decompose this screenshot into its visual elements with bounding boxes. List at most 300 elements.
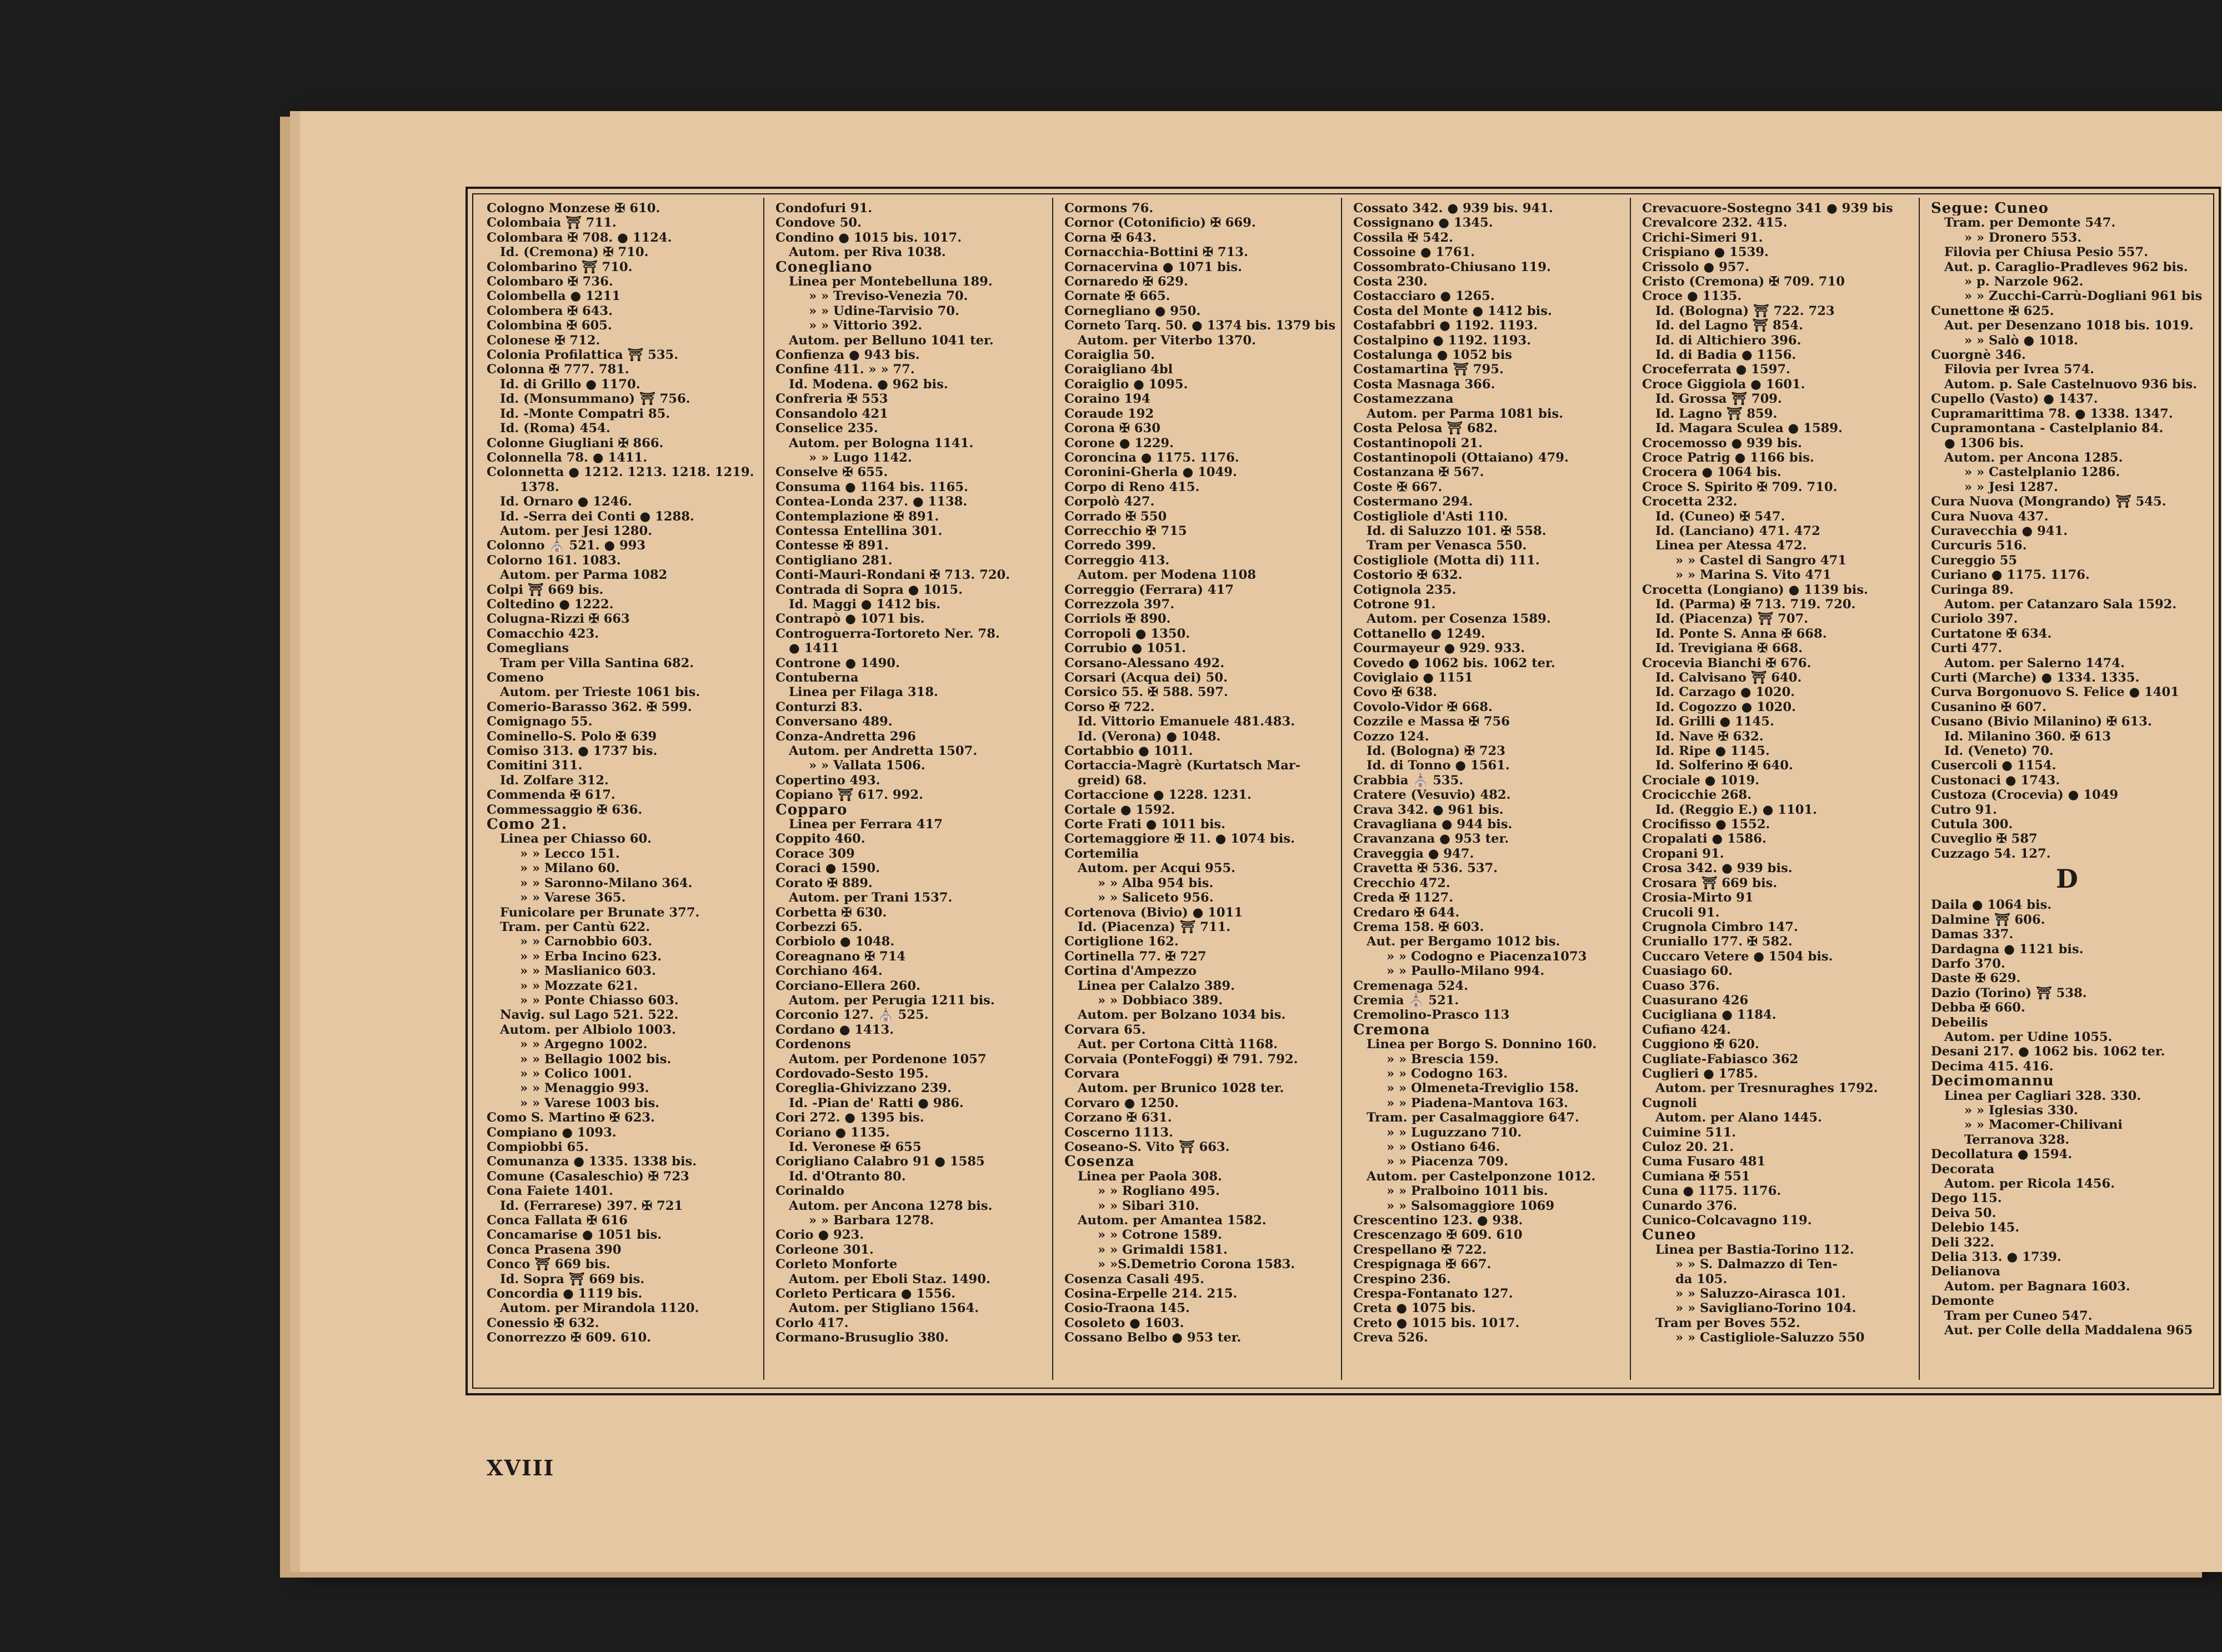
index-entry: Corbiolo ● 1048. (775, 934, 895, 949)
index-entry: Corace 309 (775, 846, 855, 861)
index-entry: Correggio (Ferrara) 417 (1064, 582, 1234, 597)
index-entry: » » Carnobbio 603. (520, 934, 653, 949)
index-entry: Autom. per Bagnara 1603. (1944, 1279, 2130, 1294)
index-entry: Corleto Monforte (775, 1257, 898, 1272)
index-heading: Conegliano (775, 259, 873, 275)
index-entry: Debba ✠ 660. (1931, 1000, 2025, 1015)
index-entry: Linea per Ferrara 417 (789, 817, 943, 832)
index-entry: Curti 477. (1931, 641, 2003, 656)
index-entry: Id. -Pian de' Ratti ● 986. (789, 1095, 964, 1110)
index-entry: Costigliole d'Asti 110. (1353, 509, 1508, 524)
index-entry: Culoz 20. 21. (1642, 1140, 1734, 1154)
index-entry: Tram. per Casalmaggiore 647. (1367, 1110, 1579, 1125)
index-entry: » » Alba 954 bis. (1098, 875, 1214, 890)
index-entry: Compiano ● 1093. (487, 1125, 617, 1140)
index-entry: Autom. per Salerno 1474. (1944, 655, 2125, 670)
index-entry: Linea per Bastia-Torino 112. (1655, 1242, 1854, 1257)
index-entry: Cormons 76. (1064, 201, 1154, 216)
index-entry: Colonne Giugliani ✠ 866. (487, 435, 664, 450)
index-entry: Custonaci ● 1743. (1931, 773, 2060, 788)
timetable-page (300, 111, 2222, 1572)
index-entry: Cossano Belbo ● 953 ter. (1064, 1330, 1242, 1345)
index-entry: » » Macomer-Chilivani (1964, 1118, 2123, 1133)
index-entry: Id. -Serra dei Conti ● 1288. (500, 509, 694, 524)
index-entry: Cristo (Cremona) ✠ 709. 710 (1642, 274, 1845, 289)
index-entry: Corconio 127. ⛪ 525. (775, 1008, 929, 1023)
index-entry: Curtatone ✠ 634. (1931, 626, 2052, 641)
index-entry: Id. Magara Sculea ● 1589. (1655, 421, 1843, 436)
index-entry: Cusercoli ● 1154. (1931, 758, 2056, 773)
index-entry: » » Ostiano 646. (1387, 1140, 1500, 1154)
index-entry: Corsano-Alessano 492. (1064, 655, 1225, 670)
index-entry: » » Vallata 1506. (809, 758, 925, 773)
index-entry: Commenda ✠ 617. (487, 788, 615, 803)
index-entry: Costa Pelosa ⛩ 682. (1353, 421, 1498, 436)
index-entry: Cori 272. ● 1395 bis. (775, 1110, 924, 1125)
index-entry: Colonnetta ● 1212. 1213. 1218. 1219. (487, 465, 754, 480)
index-entry: Colonna ✠ 777. 781. (487, 362, 629, 377)
index-entry: Deli 322. (1931, 1235, 1995, 1250)
index-entry: » » Castigliole-Saluzzo 550 (1675, 1330, 1865, 1345)
index-entry: Delia 313. ● 1739. (1931, 1250, 2061, 1265)
index-entry: Cuorgnè 346. (1931, 348, 2026, 363)
index-entry: Costantinopoli (Ottaiano) 479. (1353, 450, 1569, 465)
index-entry: Linea per Borgo S. Donnino 160. (1367, 1037, 1597, 1052)
index-entry: Cremenaga 524. (1353, 978, 1468, 993)
index-entry: Autom. per Ancona 1285. (1944, 450, 2123, 465)
index-entry: Cosoleto ● 1603. (1064, 1315, 1184, 1330)
index-entry: Cuciglianа ● 1184. (1642, 1008, 1776, 1023)
index-entry: » » Maslianico 603. (520, 964, 656, 979)
index-entry: » » Castelplanio 1286. (1964, 465, 2120, 480)
index-entry: Corvara 65. (1064, 1022, 1146, 1037)
index-entry: Cortemaggiore ✠ 11. ● 1074 bis. (1064, 832, 1295, 847)
index-entry: Corciano-Ellera 260. (775, 978, 921, 993)
index-entry: » » Colico 1001. (520, 1066, 632, 1081)
index-entry: Conversano 489. (775, 714, 893, 729)
index-entry: Comerio-Barasso 362. ✠ 599. (487, 699, 692, 714)
index-entry: Concordia ● 1119 bis. (487, 1286, 643, 1301)
index-entry: Crociale ● 1019. (1642, 773, 1760, 788)
index-entry: Corio ● 923. (775, 1228, 864, 1243)
index-entry: Confine 411. » » 77. (775, 362, 915, 377)
index-entry: Cortaccia-Magrè (Kurtatsch Mar- (1064, 758, 1301, 773)
index-entry: Coronini-Gherla ● 1049. (1064, 465, 1237, 480)
index-entry: Coraiglio ● 1095. (1064, 377, 1188, 392)
index-entry: Linea per Atessa 472. (1655, 538, 1807, 553)
index-entry: Cupramontana - Castelplanio 84. (1931, 421, 2164, 436)
index-entry: Cornor (Cotonificio) ✠ 669. (1064, 216, 1256, 231)
index-entry: Costanzana ✠ 567. (1353, 465, 1484, 480)
index-entry: Contigliano 281. (775, 553, 893, 568)
index-entry: Colombella ● 1211 (487, 289, 620, 304)
index-entry: Corpo di Reno 415. (1064, 479, 1200, 494)
index-entry: » » Codogno e Piacenza1073 (1387, 949, 1587, 964)
index-entry: Id. (Piacenza) ⛩ 711. (1078, 919, 1231, 934)
index-entry: Crespino 236. (1353, 1271, 1451, 1286)
index-entry: Cravagliana ● 944 bis. (1353, 817, 1513, 832)
index-entry: Autom. per Belluno 1041 ter. (789, 333, 994, 348)
index-entry: Autom. per Eboli Staz. 1490. (789, 1271, 990, 1286)
index-entry: Cutula 300. (1931, 817, 2013, 832)
index-entry: Corone ● 1229. (1064, 435, 1174, 450)
index-entry: Cugliate-Fabiasco 362 (1642, 1052, 1799, 1067)
index-entry: » » Udine-Tarvisio 70. (809, 303, 959, 318)
index-entry: » » Savigliano-Torino 104. (1675, 1301, 1856, 1316)
index-entry: Delianova (1931, 1264, 2001, 1279)
index-entry: Costamartina ⛩ 795. (1353, 362, 1504, 377)
index-entry: Corona ✠ 630 (1064, 421, 1160, 436)
index-entry: Autom. per Trieste 1061 bis. (500, 685, 700, 700)
index-entry: Como S. Martino ✠ 623. (487, 1110, 655, 1125)
index-entry: Linea per Calalzo 389. (1078, 978, 1235, 993)
index-entry: » » Saliceto 956. (1098, 890, 1214, 905)
index-entry: Autom. per Ricola 1456. (1944, 1177, 2115, 1191)
index-entry: Crema 158. ✠ 603. (1353, 919, 1484, 934)
index-entry: Conturzi 83. (775, 699, 863, 714)
index-entry: Id. Solferino ✠ 640. (1655, 758, 1793, 773)
index-entry: Id. Cogozzo ● 1020. (1655, 699, 1796, 714)
index-entry: Colombaro ✠ 736. (487, 274, 613, 289)
index-entry: Id. Ponte S. Anna ✠ 668. (1655, 626, 1827, 641)
index-entry: Crocifisso ● 1552. (1642, 817, 1770, 832)
index-entry: Corsico 55. ✠ 588. 597. (1064, 685, 1228, 700)
index-entry: Corso ✠ 722. (1064, 699, 1155, 714)
index-entry: Covo ✠ 638. (1353, 685, 1437, 700)
index-entry: Id. di Altichiero 396. (1655, 333, 1801, 348)
index-entry: Costantinopoli 21. (1353, 435, 1483, 450)
index-entry: Autom. per Mirandola 1120. (500, 1301, 699, 1316)
index-columns (476, 198, 2209, 1380)
index-entry: Comacchio 423. (487, 626, 599, 641)
index-entry: Curiolo 397. (1931, 612, 2018, 627)
index-entry: Comunanza ● 1335. 1338 bis. (487, 1154, 697, 1169)
index-entry: Cuna ● 1175. 1176. (1642, 1184, 1781, 1199)
index-entry: Id. Ripe ● 1145. (1655, 744, 1770, 759)
index-entry: Cornaredo ✠ 629. (1064, 274, 1188, 289)
index-entry: Id. Trevigiana ✠ 668. (1655, 641, 1803, 656)
index-entry: Croce Patrig ● 1166 bis. (1642, 450, 1814, 465)
index-entry: Costamezzana (1353, 392, 1454, 407)
index-entry: Crecchio 472. (1353, 875, 1450, 890)
index-entry: Decorata (1931, 1162, 1995, 1177)
index-entry: Dardagna ● 1121 bis. (1931, 942, 2084, 957)
index-entry: Cumiana ✠ 551 (1642, 1169, 1750, 1184)
index-entry: Cozzile e Massa ✠ 756 (1353, 714, 1510, 729)
index-entry: Autom. per Parma 1082 (500, 568, 668, 583)
index-entry: Crissolo ● 957. (1642, 259, 1750, 274)
index-entry: » p. Narzole 962. (1964, 274, 2084, 289)
index-entry: Corchiano 464. (775, 964, 883, 979)
index-entry: Cormano-Brusuglio 380. (775, 1330, 949, 1345)
index-entry: Comune (Casaleschio) ✠ 723 (487, 1169, 689, 1184)
index-entry: Autom. per Acqui 955. (1078, 861, 1236, 876)
index-entry: » » Zucchi-Carrù-Dogliani 961 bis (1964, 289, 2203, 304)
index-entry: Contemplazione ✠ 891. (775, 509, 939, 524)
index-entry: Contesse ✠ 891. (775, 538, 889, 553)
index-entry: Cuggiono ✠ 620. (1642, 1037, 1759, 1052)
index-entry: Controne ● 1490. (775, 655, 900, 670)
index-entry: Conselice 235. (775, 421, 878, 436)
index-entry: Curiano ● 1175. 1176. (1931, 568, 2090, 583)
index-entry: Cufiano 424. (1642, 1022, 1731, 1037)
index-entry: Cusanino ✠ 607. (1931, 699, 2046, 714)
index-entry: Cosio-Traona 145. (1064, 1301, 1190, 1316)
index-entry: Colugna-Rizzi ✠ 663 (487, 612, 630, 627)
index-entry: » » Castel di Sangro 471 (1675, 553, 1847, 568)
index-entry: Linea per Filaga 318. (789, 685, 938, 700)
index-entry: Contessa Entellina 301. (775, 523, 943, 538)
index-entry: Costafabbri ● 1192. 1193. (1353, 318, 1538, 333)
index-entry: Id. Zolfare 312. (500, 773, 609, 788)
index-entry: Consandolo 421 (775, 406, 888, 421)
index-entry: Curva Borgonuovo S. Felice ● 1401 (1931, 685, 2179, 700)
index-entry: Id. (Monsummano) ⛩ 756. (500, 392, 690, 407)
index-entry: Id. Vittorio Emanuele 481.483. (1078, 714, 1295, 729)
index-entry: Creta ● 1075 bis. (1353, 1301, 1476, 1316)
index-entry: Cona Faiete 1401. (487, 1184, 613, 1199)
index-entry: Autom. per Perugia 1211 bis. (789, 993, 995, 1008)
index-entry: Coste ✠ 667. (1353, 479, 1443, 494)
index-entry: Crosara ⛩ 669 bis. (1642, 875, 1778, 890)
index-entry: » » Menaggio 993. (520, 1081, 649, 1096)
index-entry: Cordovado-Sesto 195. (775, 1066, 929, 1081)
index-entry: » » Dobbiaco 389. (1098, 993, 1223, 1008)
index-entry: Id. d'Otranto 80. (789, 1169, 906, 1184)
index-entry: Autom. per Bologna 1141. (789, 435, 974, 450)
index-entry: Cuma Fusaro 481 (1642, 1154, 1766, 1169)
index-entry: Coraci ● 1590. (775, 861, 880, 876)
index-entry: Crispiano ● 1539. (1642, 245, 1769, 260)
index-entry: Coviglaio ● 1151 (1353, 670, 1473, 685)
index-entry: Cortabbio ● 1011. (1064, 744, 1193, 759)
index-entry: Id. Nave ✠ 632. (1655, 729, 1764, 744)
index-entry: Id. Ornaro ● 1246. (500, 494, 632, 509)
index-entry: Colombera ✠ 643. (487, 303, 613, 318)
index-entry: » » Varese 365. (520, 890, 626, 905)
index-entry: Cremolino-Prasco 113 (1353, 1008, 1510, 1023)
index-entry: Cuccaro Vetere ● 1504 bis. (1642, 949, 1833, 964)
index-entry: Corredo 399. (1064, 538, 1156, 553)
index-entry: » » Salò ● 1018. (1964, 333, 2078, 348)
index-entry: Id. Veronese ✠ 655 (789, 1140, 922, 1154)
index-entry: » » Ponte Chiasso 603. (520, 993, 679, 1008)
index-entry: Coseano-S. Vito ⛩ 663. (1064, 1140, 1230, 1154)
index-entry: Costa del Monte ● 1412 bis. (1353, 303, 1552, 318)
index-entry: Coraude 192 (1064, 406, 1154, 421)
index-entry: Id. Lagno ⛩ 859. (1655, 406, 1778, 421)
index-entry: Id. Carzago ● 1020. (1655, 685, 1795, 700)
index-entry: Corigliano Calabro 91 ● 1585 (775, 1154, 985, 1169)
index-entry: Costorio ✠ 632. (1353, 568, 1463, 583)
index-entry: Colpi ⛩ 669 bis. (487, 582, 604, 597)
index-entry: Corinaldo (775, 1184, 845, 1199)
index-entry: Id. del Lagno ⛩ 854. (1655, 318, 1803, 333)
index-entry: Colombarino ⛩ 710. (487, 259, 633, 274)
index-entry: Colonnella 78. ● 1411. (487, 450, 648, 465)
index-entry: 1378. (520, 479, 559, 494)
index-entry: Cosenza Casali 495. (1064, 1271, 1204, 1286)
index-entry: Cuaso 376. (1642, 978, 1720, 993)
index-entry: Contuberna (775, 670, 859, 685)
index-entry: Cortina d'Ampezzo (1064, 964, 1197, 979)
index-entry: Id. (Veneto) 70. (1944, 744, 2054, 759)
index-entry: Corvaro ● 1250. (1064, 1095, 1179, 1110)
index-entry: Cuimine 511. (1642, 1125, 1736, 1140)
index-entry: Cusano (Bivio Milanino) ✠ 613. (1931, 714, 2152, 729)
index-entry: Conessio ✠ 632. (487, 1315, 599, 1330)
index-entry: Id. Grilli ● 1145. (1655, 714, 1774, 729)
index-entry: Costalunga ● 1052 bis (1353, 348, 1513, 363)
index-entry: » » Erba Incino 623. (520, 949, 662, 964)
index-entry: Comitini 311. (487, 758, 583, 773)
index-entry: » » Varese 1003 bis. (520, 1095, 660, 1110)
index-entry: Cossato 342. ● 939 bis. 941. (1353, 201, 1553, 216)
index-entry: » » Cotrone 1589. (1098, 1228, 1222, 1243)
index-entry: Decima 415. 416. (1931, 1059, 2054, 1074)
index-heading: Como 21. (487, 817, 568, 832)
index-entry: Crevalcore 232. 415. (1642, 216, 1788, 231)
index-entry: Debeilis (1931, 1015, 1988, 1030)
index-entry: Correzzola 397. (1064, 597, 1175, 612)
index-entry: Crosa 342. ● 939 bis. (1642, 861, 1793, 876)
index-entry: Crugnola Cimbro 147. (1642, 919, 1798, 934)
index-entry: Costigliole (Motta di) 111. (1353, 553, 1540, 568)
index-entry: Crescenzago ✠ 609. 610 (1353, 1228, 1523, 1243)
index-entry: Cortinella 77. ✠ 727 (1064, 949, 1207, 964)
index-entry: Croce ● 1135. (1642, 289, 1742, 304)
index-entry: Linea per Paola 308. (1078, 1169, 1222, 1184)
index-entry: ● 1411 (789, 641, 839, 656)
column-2 (764, 198, 1053, 1380)
index-entry: » » Saluzzo-Airasca 101. (1675, 1286, 1846, 1301)
index-entry: » » Barbara 1278. (809, 1213, 934, 1228)
index-entry: Linea per Chiasso 60. (500, 832, 652, 847)
index-entry: Demonte (1931, 1294, 1995, 1309)
index-entry: Cornacchia-Bottini ✠ 713. (1064, 245, 1248, 260)
index-entry: » » Vittorio 392. (809, 318, 923, 333)
index-entry: Cortenova (Bivio) ● 1011 (1064, 905, 1243, 920)
index-entry: Compiobbi 65. (487, 1140, 589, 1154)
index-entry: Aut. per Cortona Città 1168. (1078, 1037, 1278, 1052)
index-entry: Controguerra-Tortoreto Ner. 78. (775, 626, 1000, 641)
index-entry: Cuasurano 426 (1642, 993, 1749, 1008)
index-entry: Costalpino ● 1192. 1193. (1353, 333, 1532, 348)
index-entry: Autom. per Bolzano 1034 bis. (1078, 1008, 1286, 1023)
index-entry: Colombara ✠ 708. ● 1124. (487, 230, 672, 245)
index-entry: » » Olmeneta-Treviglio 158. (1387, 1081, 1579, 1096)
index-entry: Id. (Cremona) ✠ 710. (500, 245, 649, 260)
index-entry: Id. Maggi ● 1412 bis. (789, 597, 941, 612)
index-entry: Cunico-Colcavagno 119. (1642, 1213, 1812, 1228)
index-heading: Cosenza (1064, 1154, 1135, 1169)
index-entry: Consuma ● 1164 bis. 1165. (775, 479, 968, 494)
index-entry: Crabbia ⛪ 535. (1353, 773, 1464, 788)
index-entry: Contrapò ● 1071 bis. (775, 612, 925, 627)
index-entry: Confreria ✠ 553 (775, 392, 888, 407)
index-entry: Aut. per Bergamo 1012 bis. (1367, 934, 1560, 949)
index-entry: Colorno 161. 1083. (487, 553, 621, 568)
index-entry: Courmayeur ● 929. 933. (1353, 641, 1525, 656)
index-entry: Delebio 145. (1931, 1220, 2020, 1235)
index-entry: Cropani 91. (1642, 846, 1724, 861)
index-entry: Cosina-Erpelle 214. 215. (1064, 1286, 1238, 1301)
index-entry: Conca Prasena 390 (487, 1242, 622, 1257)
index-entry: Corpolò 427. (1064, 494, 1155, 509)
index-entry: » » S. Dalmazzo di Ten- (1675, 1257, 1838, 1272)
index-entry: » » Piadena-Mantova 163. (1387, 1095, 1569, 1110)
index-entry: Curti (Marche) ● 1334. 1335. (1931, 670, 2140, 685)
index-entry: » » Mozzate 621. (520, 978, 638, 993)
index-entry: Cruniallo 177. ✠ 582. (1642, 934, 1793, 949)
index-entry: Croce Giggiola ● 1601. (1642, 377, 1805, 392)
index-entry: Cunettone ✠ 625. (1931, 303, 2054, 318)
index-entry: Crocetta (Longiano) ● 1139 bis. (1642, 582, 1868, 597)
index-entry: Conca Fallata ✠ 616 (487, 1213, 628, 1228)
index-entry: Cropalati ● 1586. (1642, 832, 1766, 847)
index-entry: Cravetta ✠ 536. 537. (1353, 861, 1498, 876)
index-entry: Covedo ● 1062 bis. 1062 ter. (1353, 655, 1555, 670)
index-entry: Cuglieri ● 1785. (1642, 1066, 1758, 1081)
index-entry: Cornacervina ● 1071 bis. (1064, 259, 1242, 274)
index-heading: Cuneo (1642, 1228, 1696, 1243)
index-entry: » » Bellagio 1002 bis. (520, 1052, 672, 1067)
index-entry: Navig. sul Lago 521. 522. (500, 1008, 679, 1023)
index-entry: Cordenons (775, 1037, 851, 1052)
index-heading: Decimomannu (1931, 1074, 2054, 1089)
index-entry: » » Paullo-Milano 994. (1387, 964, 1545, 979)
index-entry: Conti-Mauri-Rondani ✠ 713. 720. (775, 568, 1010, 583)
index-entry: » » Piacenza 709. (1387, 1154, 1509, 1169)
index-entry: Croceferrata ● 1597. (1642, 362, 1790, 377)
index-entry: » » Milano 60. (520, 861, 620, 876)
index-entry: Daila ● 1064 bis. (1931, 898, 2052, 913)
index-entry: » » Luguzzano 710. (1387, 1125, 1522, 1140)
index-entry: Conco ⛩ 669 bis. (487, 1257, 610, 1272)
index-entry: Corleto Perticara ● 1556. (775, 1286, 956, 1301)
index-entry: Covolo-Vidor ✠ 668. (1353, 699, 1493, 714)
index-entry: Coraigliano 4bl (1064, 362, 1173, 377)
index-entry: Cordano ● 1413. (775, 1022, 894, 1037)
index-entry: Coroncina ● 1175. 1176. (1064, 450, 1239, 465)
index-entry: Autom. per Parma 1081 bis. (1367, 406, 1564, 421)
column-3 (1053, 198, 1342, 1380)
index-entry: Copertino 493. (775, 773, 880, 788)
index-entry: Creva 526. (1353, 1330, 1428, 1345)
index-entry: Autom. per Stigliano 1564. (789, 1301, 979, 1316)
index-heading: D (2056, 864, 2078, 894)
index-entry: Colombaia ⛩ 711. (487, 216, 617, 231)
index-entry: Autom. per Amantea 1582. (1078, 1213, 1267, 1228)
index-entry: Corna ✠ 643. (1064, 230, 1157, 245)
index-entry: » »S.Demetrio Corona 1583. (1098, 1257, 1295, 1272)
index-entry: Cossombrato-Chiusano 119. (1353, 259, 1551, 274)
index-entry: » » Jesi 1287. (1964, 479, 2058, 494)
index-entry: Id. (Piacenza) ⛩ 707. (1655, 612, 1809, 627)
index-entry: Corbetta ✠ 630. (775, 905, 887, 920)
index-entry: » » Grimaldi 1581. (1098, 1242, 1228, 1257)
index-entry: Tram. per Cantù 622. (500, 919, 650, 934)
index-entry: Autom. per Albiolo 1003. (500, 1022, 676, 1037)
index-entry: Corriols ✠ 890. (1064, 612, 1171, 627)
index-entry: Comignago 55. (487, 714, 593, 729)
index-entry: Aut. p. Caraglio-Pradleves 962 bis. (1944, 259, 2188, 274)
index-entry: Id. -Monte Compatri 85. (500, 406, 670, 421)
index-entry: Autom. per Trani 1537. (789, 890, 953, 905)
index-entry: Cremia ⛪ 521. (1353, 993, 1459, 1008)
index-entry: Damas 337. (1931, 927, 2014, 942)
index-entry: Cornegliano ● 950. (1064, 303, 1201, 318)
